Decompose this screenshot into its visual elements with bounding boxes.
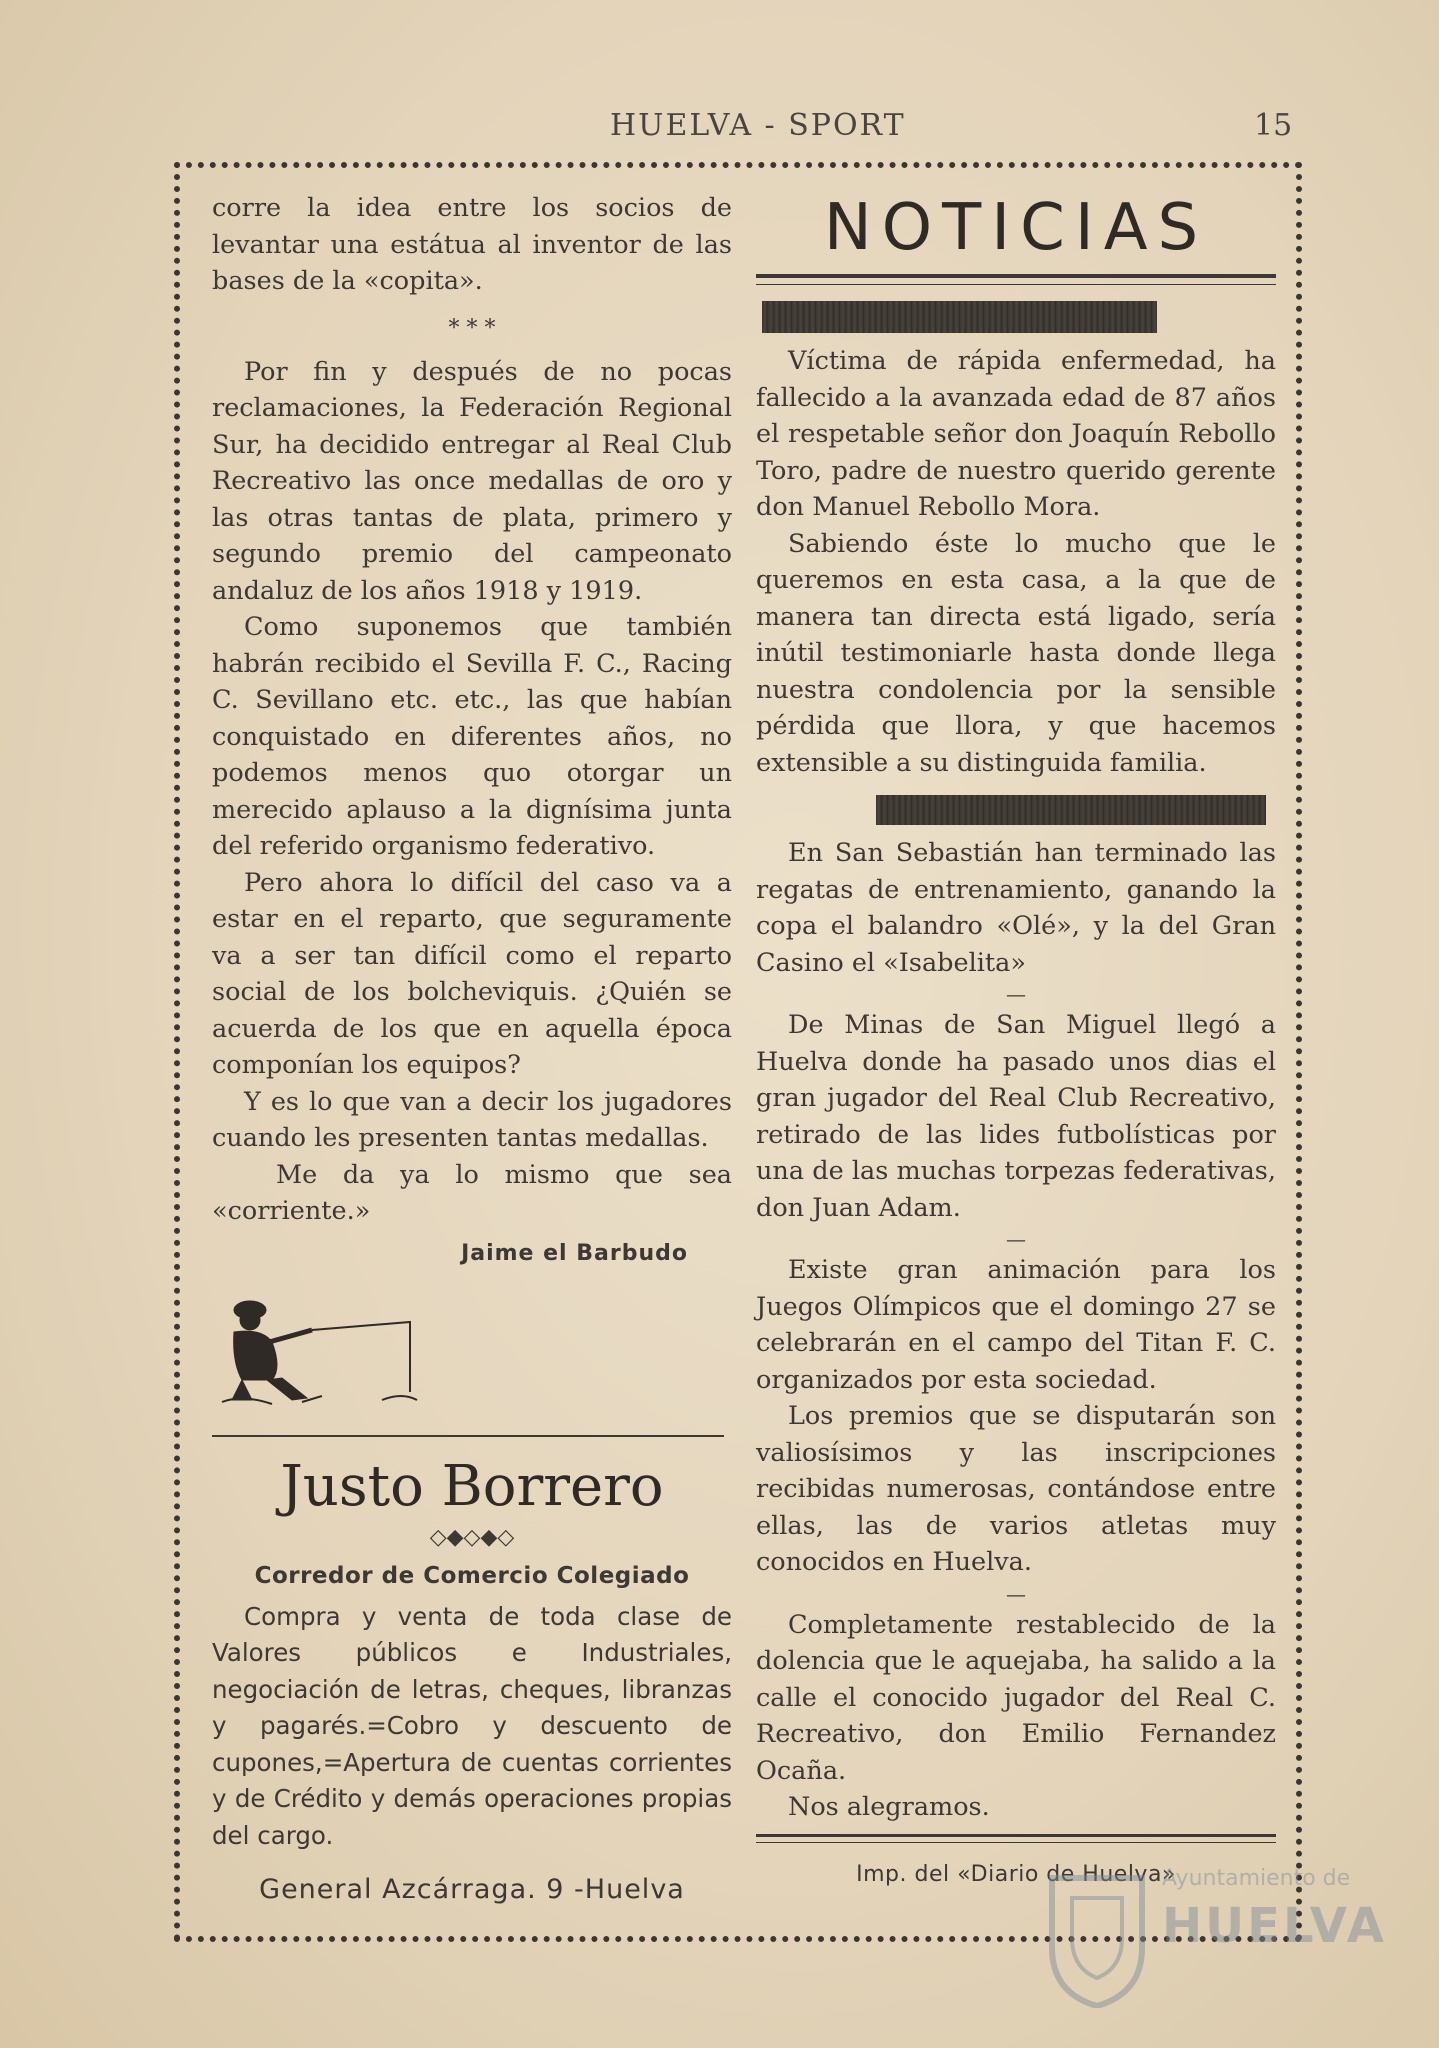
article-paragraph: Como suponemos que también habrán recibido el Sevilla F. C., Racing C. Sevillano etc. etc., las que habían conquistado en diferentes años, no podemos menos quo otorgar un merecido aplauso a la dignísima junta del referido organismo federativo. [212, 612, 732, 861]
publication-title: HUELVA - SPORT [610, 108, 906, 143]
running-header [0, 108, 1439, 148]
news-paragraph: Existe gran animación para los Juegos Olímpicos que el domingo 27 se celebrarán en el campo del Titan F. C. organizados por esta sociedad. [756, 1255, 1276, 1395]
news-paragraph: Víctima de rápida enfermedad, ha fallecido a la avanzada edad de 87 años el respetable señor don Joaquín Rebollo Toro, padre de nuestro querido gerente don Manuel Rebollo Mora. [756, 346, 1276, 522]
watermark-line2: HUELVA [1162, 1898, 1387, 1954]
article-paragraph: corre la idea entre los socios de levantar una estátua al inventor de las bases de la «copita». [212, 193, 732, 296]
advert-ornament: ◇◆◇◆◇ [429, 1524, 515, 1550]
coat-of-arms-icon [1042, 1858, 1152, 2008]
author-signature: Jaime el Barbudo [461, 1240, 688, 1266]
news-paragraph: Los premios que se disputarán son valiosísimos y las inscripciones recibidas numerosas, contándose entre ellas, las de varios atletas muy conocidos en Huelva. [756, 1401, 1276, 1577]
news-paragraph: Nos alegramos. [788, 1792, 990, 1822]
section-heading: NOTICIAS [823, 191, 1209, 265]
watermark-line1: Ayuntamiento de [1162, 1866, 1351, 1891]
news-separator: — [1006, 1227, 1026, 1251]
news-paragraph: En San Sebastián han terminado las regatas de entrenamiento, ganando la copa el balandro «Olé», y la del Gran Casino el «Isabelita» [756, 838, 1276, 978]
advert-address: General Azcárraga. 9 -Huelva [259, 1874, 685, 1905]
mourning-bar [876, 795, 1266, 825]
page-number: 15 [1254, 108, 1293, 143]
right-column [756, 190, 1276, 1893]
news-separator: — [1006, 1581, 1026, 1606]
left-column [212, 190, 732, 1909]
heading-rule [756, 274, 1276, 285]
article-paragraph: Y es lo que van a decir los jugadores cuando les presenten tantas medallas. [212, 1086, 732, 1153]
news-paragraph: Completamente restablecido de la dolencia que le aquejaba, ha salido a la calle el conocido jugador del Real C. Recreativo, don Emilio Fernandez Ocaña. [756, 1609, 1276, 1786]
mourning-bar [762, 301, 1157, 333]
article-paragraph: Pero ahora lo difícil del caso va a estar en el reparto, que seguramente va a ser tan difícil como el reparto social de los bolcheviquis. ¿Quién se acuerda de los que en aquella época componían los equipos? [212, 867, 732, 1080]
news-separator: — [1006, 982, 1026, 1006]
section-separator-stars: * * * [448, 315, 496, 341]
advert-top-rule [212, 1435, 724, 1437]
bottom-rule [756, 1834, 1276, 1843]
printer-imprint: Imp. del «Diario de Huelva» [856, 1861, 1176, 1887]
news-paragraph: De Minas de San Miguel llegó a Huelva donde ha pasado unos dias el gran jugador del Real Club Recreativo, retirado de las lides futbolísticas por una de las muchas torpezas federativas, don Juan Adam. [756, 1010, 1276, 1223]
news-paragraph: Sabiendo éste lo mucho que le queremos en esta casa, a la que de manera tan directa está ligado, sería inútil testimoniarle hasta donde llega nuestra condolencia por la sensible pérdida que llora, y que hacemos extensible a su distinguida familia. [756, 528, 1276, 778]
fisherman-illustration [212, 1282, 432, 1412]
advert-body: Compra y venta de toda clase de Valores públicos e Industriales, negociación de letras, cheques, libranzas y pagarés.=Cobro y descuento de cupones,=Apertura de cuentas corrientes y de Crédito y demás operaciones propias del cargo. [212, 1601, 732, 1850]
article-paragraph: Por fin y después de no pocas reclamaciones, la Federación Regional Sur, ha decidido entregar al Real Club Recreativo las once medallas de oro y las otras tantas de plata, primero y segundo premio del campeonato andaluz de los años 1918 y 1919. [212, 356, 732, 606]
article-paragraph: Me da ya lo mismo que sea «corriente.» [212, 1159, 732, 1226]
advert-title: Justo Borrero [280, 1453, 664, 1519]
advert-subtitle: Corredor de Comercio Colegiado [254, 1562, 690, 1589]
archive-watermark [1022, 1858, 1387, 2018]
